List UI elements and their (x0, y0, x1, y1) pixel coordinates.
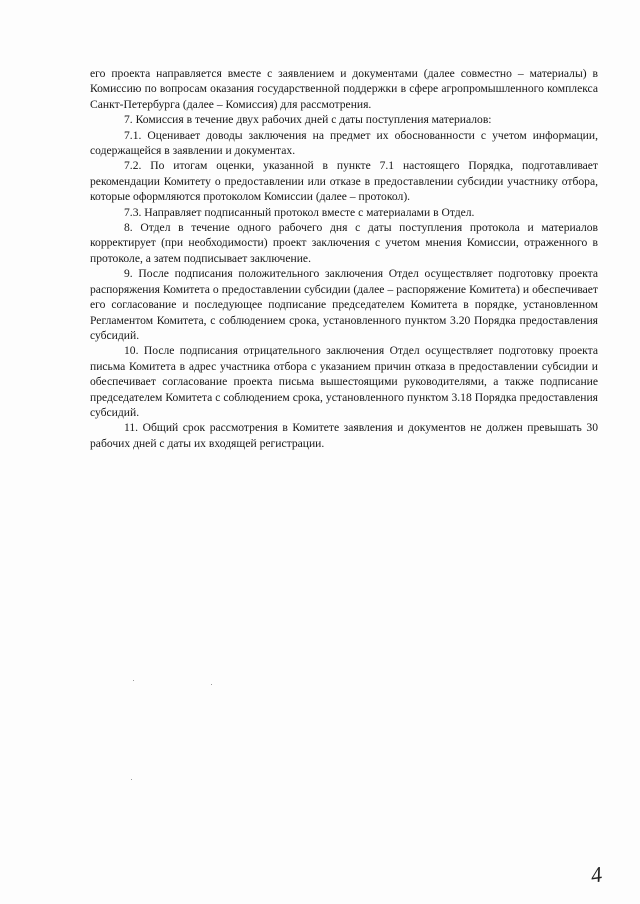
scan-speck (211, 684, 212, 685)
paragraph-item-9: 9. После подписания положительного заключения Отдел осуществляет подготовку проекта распоряжения Комитета о предоставлении субсидии (далее – распоряжение Комитета) и обеспечивает его согласование и последующее подписание председателем Комитета в порядке, установленном Регламентом Комитета, с соблюдением срока, установленного пунктом 3.20 Порядка предоставления субсидий. (90, 267, 598, 342)
paragraph-item-10: 10. После подписания отрицательного заключения Отдел осуществляет подготовку проекта письма Комитета в адрес участника отбора с указанием причин отказа в предоставлении субсидии и обеспечивает согласование проекта письма вышестоящими руководителями, а также подписание председателем Комитета с соблюдением срока, установленного пунктом 3.18 Порядка предоставления субсидий. (90, 344, 598, 419)
paragraph-item-8: 8. Отдел в течение одного рабочего дня с даты поступления протокола и материалов корректирует (при необходимости) проект заключения с учетом мнения Комиссии, отраженного в протоколе, а затем подписывает заключение. (90, 221, 598, 265)
document-body (90, 66, 598, 451)
paragraph-item-7: 7. Комиссия в течение двух рабочих дней с даты поступления материалов: (124, 113, 492, 127)
paragraph-item-7-2: 7.2. По итогам оценки, указанной в пункте 7.1 настоящего Порядка, подготавливает рекомендации Комитету о предоставлении или отказе в предоставлении субсидии участнику отбора, которые оформляются протоколом Комиссии (далее – протокол). (90, 159, 598, 204)
scan-speck (133, 680, 134, 681)
paragraph-continuation: его проекта направляется вместе с заявлением и документами (далее совместно – материалы) в Комиссию по вопросам оказания государственной поддержки в сфере агропромышленного комплекса Санкт-Петербурга (далее – Комиссия) для рассмотрения. (90, 67, 598, 111)
scan-speck (131, 779, 132, 780)
paragraph-item-11: 11. Общий срок рассмотрения в Комитете заявления и документов не должен превышать 30 рабочих дней с даты их входящей регистрации. (90, 421, 598, 450)
paragraph-item-7-3: 7.3. Направляет подписанный протокол вместе с материалами в Отдел. (124, 205, 475, 219)
paragraph-item-7-1: 7.1. Оценивает доводы заключения на предмет их обоснованности с учетом информации, содержащейся в заявлении и документах. (90, 128, 598, 158)
page-number: 4 (589, 861, 604, 888)
